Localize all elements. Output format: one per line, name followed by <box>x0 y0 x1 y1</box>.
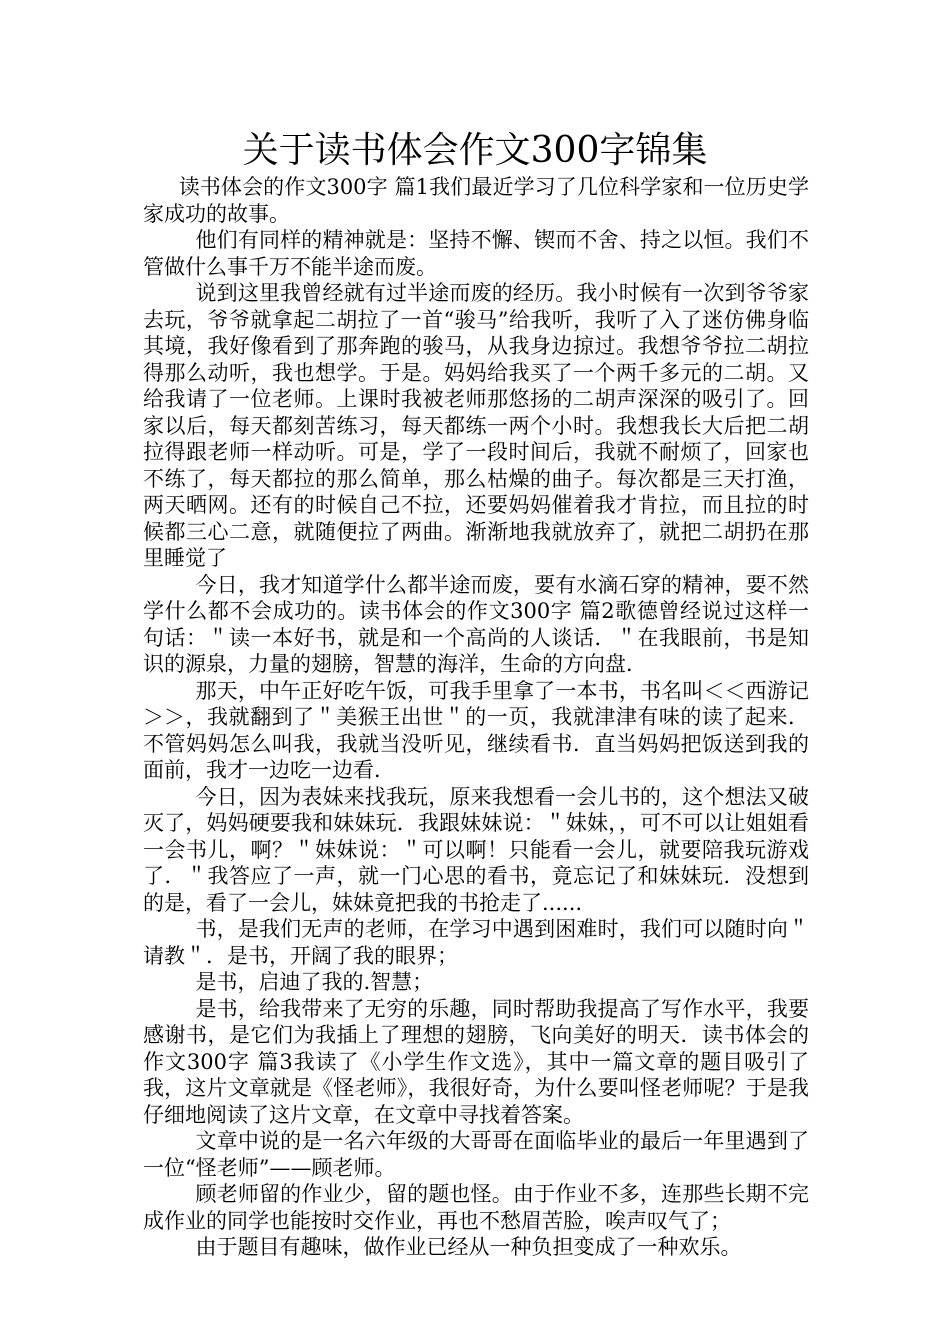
paragraph: 是书，给我带来了无穷的乐趣，同时帮助我提高了写作水平，我要感谢书，是它们为我插上了理想的翅膀，飞向美好的明天．读书体会的作文300字 篇3我读了《小学生作文选》，其中一篇文章的题目吸引了我，这片文章就是《怪老师》，我很好奇，为什么要叫怪老师呢？于是我仔细地阅读了这片文章，在文章中寻找着答案。 <box>143 996 809 1127</box>
paragraph: 文章中说的是一名六年级的大哥哥在面临毕业的最后一年里遇到了一位“怪老师”——顾老师。 <box>143 1129 809 1180</box>
document-title: 关于读书体会作文300字锦集 <box>242 130 708 171</box>
paragraph: 今日，我才知道学什么都半途而废，要有水滴石穿的精神，要不然学什么都不会成功的。读书体会的作文300字 篇2歌德曾经说过这样一句话：＂读一本好书，就是和一个高尚的人谈话．＂在我眼前，书是知识的源泉，力量的翅膀，智慧的海洋，生命的方向盘． <box>143 572 809 676</box>
paragraph: 那天，中午正好吃午饭，可我手里拿了一本书，书名叫＜＜西游记＞＞，我就翻到了＂美猴王出世＂的一页，我就津津有味的读了起来．不管妈妈怎么叫我，我就当没听见，继续看书．直当妈妈把饭送到我的面前，我才一边吃一边看． <box>143 678 809 782</box>
paragraph: 书，是我们无声的老师，在学习中遇到困难时，我们可以随时向＂请教＂．是书，开阔了我的眼界； <box>143 917 809 968</box>
paragraph: 说到这里我曾经就有过半途而废的经历。我小时候有一次到爷爷家去玩，爷爷就拿起二胡拉了一首“骏马”给我听，我听了入了迷仿佛身临其境，我好像看到了那奔跑的骏马，从我身边掠过。我想爷爷拉二胡拉得那么动听，我也想学。于是。妈妈给我买了一个两千多元的二胡。又给我请了一位老师。上课时我被老师那悠扬的二胡声深深的吸引了。回家以后，每天都刻苦练习，每天都练一两个小时。我想我长大后把二胡拉得跟老师一样动听。可是，学了一段时间后，我就不耐烦了，回家也不练了，每天都拉的那么简单，那么枯燥的曲子。每次都是三天打渔，两天晒网。还有的时候自己不拉，还要妈妈催着我才肯拉，而且拉的时候都三心二意，就随便拉了两曲。渐渐地我就放弃了，就把二胡扔在那里睡觉了 <box>143 281 809 570</box>
paragraph: 他们有同样的精神就是：坚持不懈、锲而不舍、持之以恒。我们不管做什么事千万不能半途而废。 <box>143 228 809 279</box>
paragraph: 顾老师留的作业少，留的题也怪。由于作业不多，连那些长期不完成作业的同学也能按时交作业，再也不愁眉苦脸，唉声叹气了； <box>143 1182 809 1233</box>
paragraph: 是书，启迪了我的.智慧； <box>195 970 434 994</box>
paragraph: 今日，因为表妹来找我玩，原来我想看一会儿书的，这个想法又破灭了，妈妈硬要我和妹妹玩．我跟妹妹说：＂妹妹，，可不可以让姐姐看一会书儿，啊？＂妹妹说：＂可以啊！只能看一会儿，就要陪我玩游戏了．＂我答应了一声，就一门心思的看书，竟忘记了和妹妹玩．没想到的是，看了一会儿，妹妹竟把我的书抢走了...... <box>143 784 809 915</box>
paragraph: 读书体会的作文300字 篇1我们最近学习了几位科学家和一位历史学家成功的故事。 <box>143 175 809 226</box>
paragraph: 由于题目有趣味，做作业已经从一种负担变成了一种欢乐。 <box>195 1235 742 1259</box>
document-body <box>143 174 809 1261</box>
